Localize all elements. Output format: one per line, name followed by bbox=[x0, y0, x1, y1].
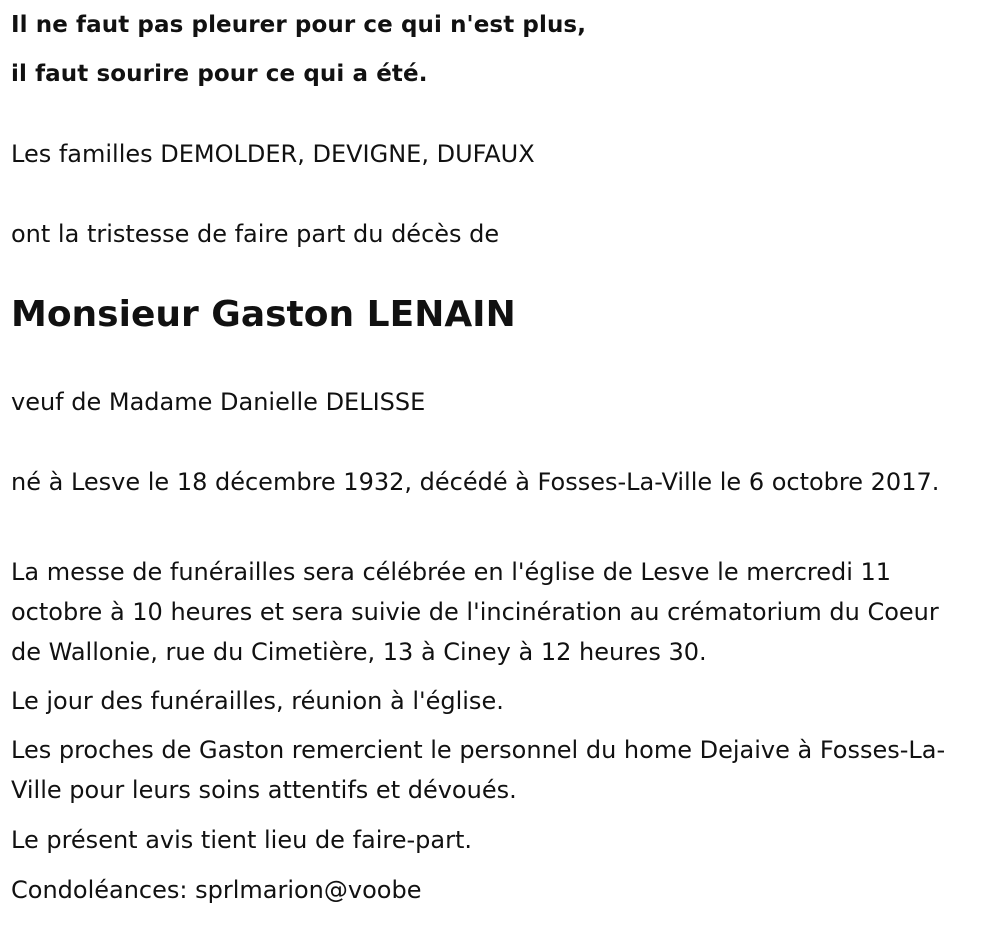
deceased-name: Monsieur Gaston LENAIN bbox=[11, 294, 516, 335]
funeral-mass-paragraph: La messe de funérailles sera célébrée en l'église de Lesve le mercredi 11 octobre à 10 heures et sera suivie de l'incinération au crématorium du Coeur de Wallonie, rue du Cimetière, 13 à Ciney à 12 heures 30. bbox=[11, 558, 939, 666]
birth-death-paragraph: né à Lesve le 18 décembre 1932, décédé à Fosses-La-Ville le 6 octobre 2017. bbox=[11, 468, 940, 496]
epigraph-line-2: il faut sourire pour ce qui a été. bbox=[11, 61, 428, 87]
condolences-line: Condoléances: sprlmarion@voobe bbox=[11, 876, 422, 904]
meeting-paragraph: Le jour des funérailles, réunion à l'église. bbox=[11, 687, 504, 715]
widower-line: veuf de Madame Danielle DELISSE bbox=[11, 388, 426, 416]
announcement-line: ont la tristesse de faire part du décès de bbox=[11, 220, 500, 248]
thanks-paragraph: Les proches de Gaston remercient le personnel du home Dejaive à Fosses-La-Ville pour leurs soins attentifs et dévoués. bbox=[11, 736, 946, 804]
epigraph-line-1: Il ne faut pas pleurer pour ce qui n'est plus, bbox=[11, 12, 587, 38]
families-line: Les familles DEMOLDER, DEVIGNE, DUFAUX bbox=[11, 140, 535, 168]
notice-paragraph: Le présent avis tient lieu de faire-part. bbox=[11, 826, 473, 854]
